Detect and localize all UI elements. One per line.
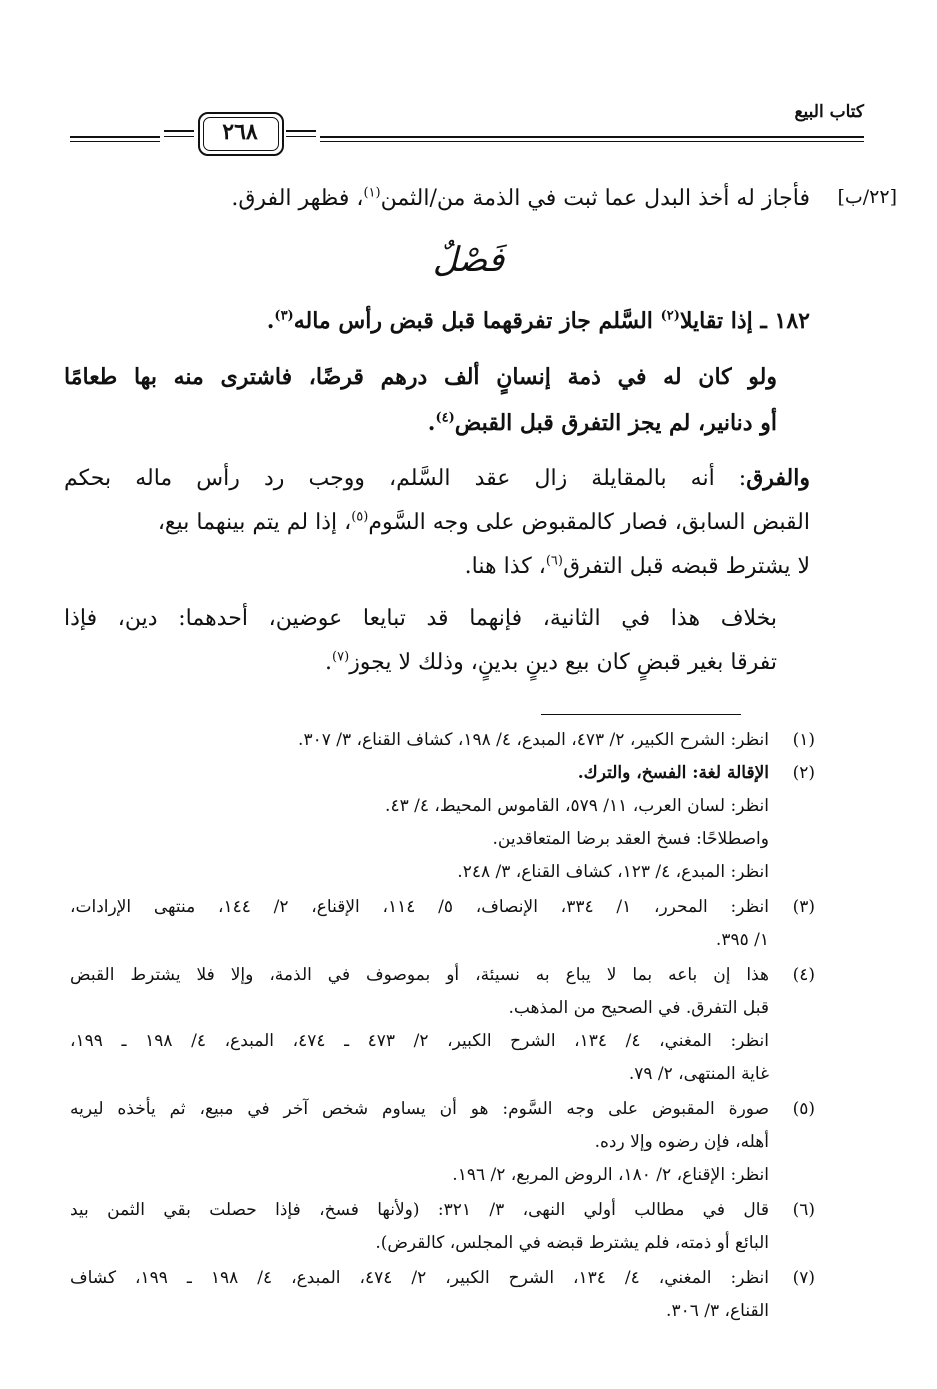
footnote-line: واصطلاحًا: فسخ العقد برضا المتعاقدين. [492,829,769,849]
text-segment: . [325,650,333,675]
footnote-number: (١) [792,730,815,750]
footnote-number: (٤) [792,965,815,985]
text-segment: . [266,308,275,334]
footnote-marker: (٤) [435,410,455,426]
page-number: ٢٦٨ [222,119,258,145]
footnote-number: (٧) [792,1268,815,1288]
section-heading: فَصْلٌ [432,240,505,280]
footnote-separator [541,714,741,715]
footnote-number: (٢) [792,763,815,783]
farq-line [64,465,810,491]
para2-line [64,650,777,675]
footnote-line: انظر: المحرر، ١/ ٣٣٤، الإنصاف، ٥/ ١١٤، الإقناع، ٢/ ١٤٤، منتهى الإرادات، [70,897,769,917]
rule2-line [64,410,777,436]
text-segment: ، كذا هنا. [464,554,546,579]
footnote-line: الإقالة لغة: الفسخ، والترك. [577,763,769,783]
footnote [70,763,815,789]
text-segment: تفرقا بغير قبضٍ كان بيع دينٍ بدينٍ، وذلك لا يجوز [349,650,777,675]
manuscript-folio-ref: [٢٢/ب] [837,186,897,208]
page-header [70,96,864,156]
footnote-line: انظر: الشرح الكبير، ٢/ ٤٧٣، المبدع، ٤/ ١٩٨، كشاف القناع، ٣/ ٣٠٧. [298,730,769,750]
page-number-ornament [160,112,320,156]
text-segment: فأجاز له أخذ البدل عما ثبت في الذمة من/الثمن [380,186,810,211]
farq-label: والفرق [746,465,810,491]
footnote-line: البائع أو ذمته، فلم يشترط قبضه في المجلس، كالقرض). [375,1233,769,1253]
text-segment: . [427,410,436,436]
footnote-number: (٦) [792,1200,815,1220]
running-title: كتاب البيع [794,102,864,122]
footnote-line: انظر: المبدع، ٤/ ١٢٣، كشاف القناع، ٣/ ٢٤٨. [457,862,769,882]
footnote-line: هذا إن باعه بما لا يباع به نسيئة، أو بموصوف في الذمة، وإلا فلا يشترط القبض [70,965,769,985]
footnote-line: قال في مطالب أولي النهى، ٣/ ٣٢١: (ولأنها فسخ، فإذا حصلت بقي الثمن بيد [70,1200,769,1220]
footnote-marker: (٦) [545,553,563,569]
footnote-line: انظر: لسان العرب، ١١/ ٥٧٩، القاموس المحيط، ٤/ ٤٣. [385,796,769,816]
text-segment: السَّلم جاز تفرقهما قبل قبض رأس ماله [293,308,661,334]
text-segment: القبض السابق، فصار كالمقبوض على وجه السَّوم [368,510,810,535]
footnote-marker: (١) [363,185,381,201]
footnote-line: انظر: المغني، ٤/ ١٣٤، الشرح الكبير، ٢/ ٤٧٤، المبدع، ٤/ ١٩٨ ـ ١٩٩، كشاف [70,1268,769,1288]
rule-line [64,308,810,334]
footnote-number: (٣) [792,897,815,917]
footnote-marker: (٢) [660,308,680,324]
footnote-line: القناع، ٣/ ٣٠٦. [666,1301,769,1321]
text-segment: ، إذا لم يتم بينهما بيع، [157,510,352,535]
text-segment: أو دنانير، لم يجز التفرق قبل القبض [454,410,777,436]
footnote-line: ١/ ٣٩٥. [715,930,769,950]
footnote-line: أهله، فإن رضوه وإلا رده. [594,1132,769,1152]
footnote-line: انظر: المغني، ٤/ ١٣٤، الشرح الكبير، ٢/ ٤٧٣ ـ ٤٧٤، المبدع، ٤/ ١٩٨ ـ ١٩٩، [70,1031,769,1051]
para2-line: بخلاف هذا في الثانية، فإنهما قد تبايعا عوضين، أحدهما: دين، فإذا [64,606,777,631]
footnote-line: قبل التفرق. في الصحيح من المذهب. [508,998,769,1018]
text-segment: : أنه بالمقايلة زال عقد السَّلم، ووجب رد رأس ماله بحكم [64,466,747,491]
footnote-line: انظر: الإقناع، ٢/ ١٨٠، الروض المربع، ٢/ ١٩٦. [452,1165,769,1185]
footnote-marker: (٥) [351,509,369,525]
footnote [70,730,815,756]
footnote-number: (٥) [792,1099,815,1119]
farq-line [64,554,810,579]
text-segment: لا يشترط قبضه قبل التفرق [562,554,810,579]
farq-line [64,510,810,535]
footnote-line: صورة المقبوض على وجه السَّوم: هو أن يساوم شخص آخر في مبيع، ثم يأخذه ليريه [70,1099,769,1119]
rule-number-and-text: ١٨٢ ـ إذا تقايلا [679,308,810,334]
text-segment: ، فظهر الفرق. [231,186,364,211]
footnote-marker: (٣) [274,308,294,324]
text-line [64,186,810,211]
footnote-marker: (٧) [332,649,350,665]
rule2-line: ولو كان له في ذمة إنسانٍ ألف درهم قرضًا، فاشترى منه بها طعامًا [64,364,777,390]
footnote-line: غاية المنتهى، ٢/ ٧٩. [628,1064,769,1084]
